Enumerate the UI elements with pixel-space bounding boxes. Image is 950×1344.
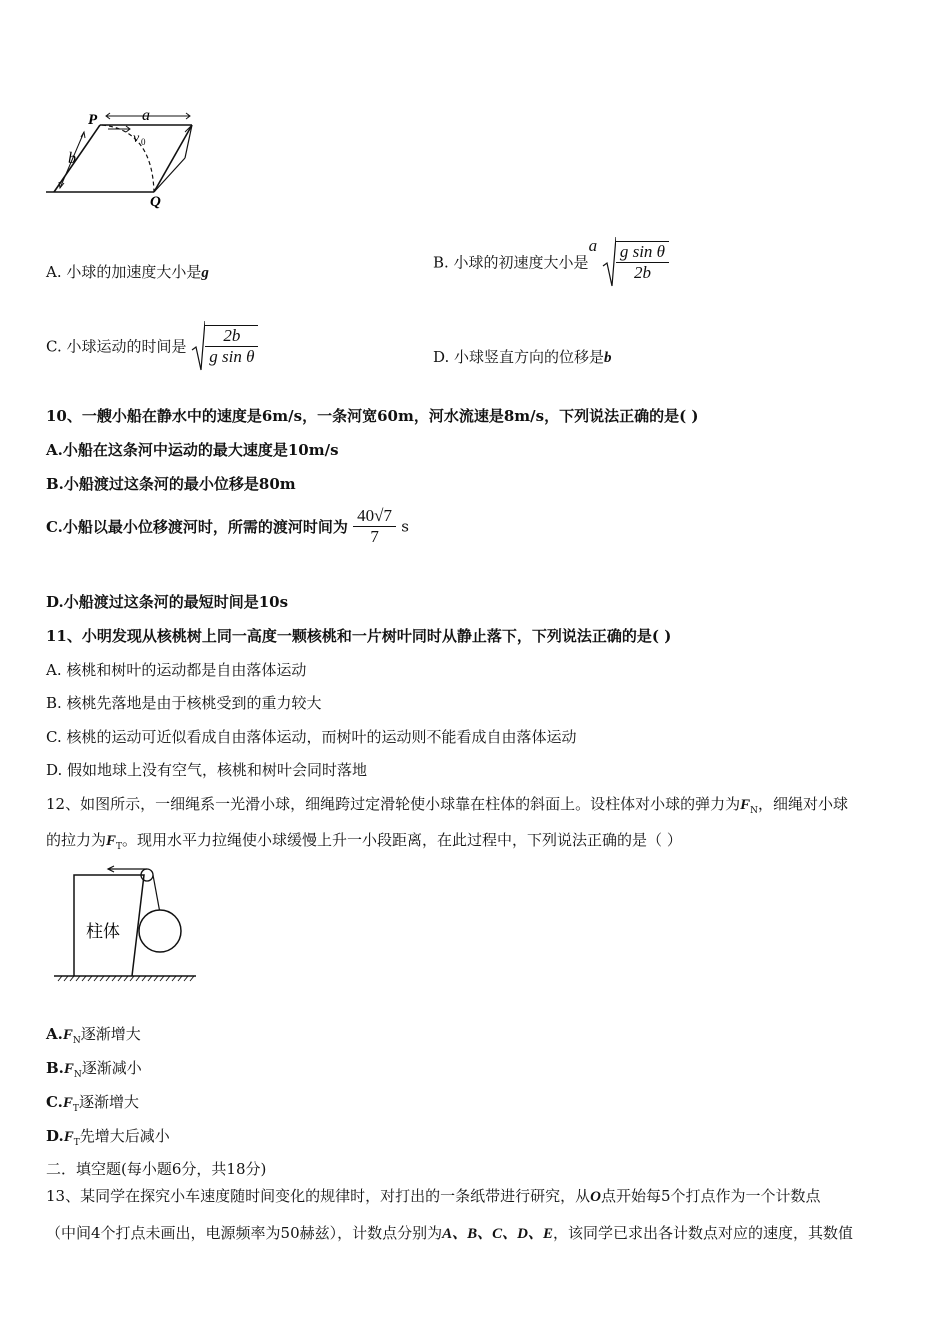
q10-option-c-den: 7 bbox=[353, 526, 396, 547]
q9-option-a-text: A. 小球的加速度大小是 bbox=[46, 263, 202, 281]
q12-option-a bbox=[46, 1023, 141, 1046]
q12-stem-line1 bbox=[46, 793, 848, 816]
label-v: v bbox=[133, 131, 140, 146]
q12-option-c bbox=[46, 1091, 139, 1114]
q12-option-b-fn: F bbox=[63, 1061, 74, 1077]
q12-stem1-tail: ，细绳对小球 bbox=[757, 795, 848, 813]
q12-option-d-ft: F bbox=[63, 1129, 74, 1145]
sqrt-sign-c bbox=[191, 320, 205, 372]
q12-option-a-pre: A. bbox=[46, 1025, 63, 1043]
q12-stem-fn-sub: N bbox=[750, 806, 758, 816]
q13-point-o: O bbox=[590, 1189, 601, 1205]
q9-option-c-den: g sin θ bbox=[205, 346, 258, 367]
q13-line2 bbox=[46, 1222, 853, 1243]
q9-option-b-sqrt bbox=[602, 236, 669, 288]
q11-option-c: C. 核桃的运动可近似看成自由落体运动，而树叶的运动则不能看成自由落体运动 bbox=[46, 728, 577, 746]
q10-option-d: D.小船渡过这条河的最短时间是10s bbox=[46, 593, 289, 611]
q9-option-d-text: D. 小球竖直方向的位移是 bbox=[433, 348, 605, 366]
q12-option-a-fn: F bbox=[62, 1027, 73, 1043]
q12-stem-ft: F bbox=[106, 833, 117, 849]
q9-option-c-text: C. 小球运动的时间是 bbox=[46, 337, 187, 356]
q12-option-c-ft: F bbox=[62, 1095, 73, 1111]
label-q: Q bbox=[150, 194, 161, 210]
sqrt-sign-b bbox=[602, 236, 616, 288]
q13-line1 bbox=[46, 1185, 820, 1206]
incline-diagram bbox=[40, 108, 210, 223]
q13-points: A、B、C、D、E bbox=[442, 1226, 553, 1242]
q12-option-c-pre: C. bbox=[46, 1093, 63, 1111]
q9-option-a bbox=[46, 261, 209, 282]
label-p: P bbox=[88, 112, 98, 128]
q12-option-d-sub: T bbox=[73, 1138, 80, 1148]
q12-option-d-tail: 先增大后减小 bbox=[79, 1127, 170, 1145]
q12-stem2-text: 。现用水平力拉绳使小球缓慢上升一小段距离，在此过程中，下列说法正确的是（ ） bbox=[122, 831, 682, 849]
q11-option-a: A. 核桃和树叶的运动都是自由落体运动 bbox=[46, 661, 307, 679]
q9-option-c bbox=[46, 320, 258, 372]
q12-option-b-sub: N bbox=[73, 1070, 82, 1080]
q13-line1-pre: 13、某同学在探究小车速度随时间变化的规律时，对打出的一条纸带进行研究，从 bbox=[46, 1187, 591, 1205]
q13-line2-pre: （中间4个打点未画出，电源频率为50赫兹），计数点分别为 bbox=[46, 1224, 443, 1242]
q11-option-d: D. 假如地球上没有空气，核桃和树叶会同时落地 bbox=[46, 761, 368, 779]
q12-stem-ft-sub: T bbox=[116, 842, 123, 852]
section-heading: 二．填空题(每小题6分，共18分) bbox=[46, 1160, 267, 1178]
q10-option-c-text: C.小船以最小位移渡河时，所需的渡河时间为 bbox=[46, 518, 348, 536]
q12-stem-fn: F bbox=[740, 797, 751, 813]
q12-option-a-sub: N bbox=[72, 1036, 81, 1046]
label-a: a bbox=[142, 108, 150, 124]
q9-option-a-var: g bbox=[201, 265, 209, 281]
q9-option-d-var: b bbox=[604, 350, 612, 366]
q10-option-b: B.小船渡过这条河的最小位移是80m bbox=[46, 475, 296, 493]
q10-option-c bbox=[46, 506, 409, 547]
pillar-label: 柱体 bbox=[86, 922, 120, 942]
q12-option-b bbox=[46, 1057, 142, 1080]
q13-line1-post: 点开始每5个打点作为一个计数点 bbox=[600, 1187, 821, 1205]
q12-stem-line2 bbox=[46, 829, 682, 852]
q9-option-b-den: 2b bbox=[616, 262, 669, 283]
q9-option-b-num: g sin θ bbox=[619, 242, 666, 261]
q11-option-b: B. 核桃先落地是由于核桃受到的重力较大 bbox=[46, 694, 322, 712]
q9-option-c-sqrt bbox=[191, 320, 258, 372]
q9-option-c-num: 2b bbox=[223, 326, 241, 345]
q12-option-c-sub: T bbox=[72, 1104, 79, 1114]
q10-option-c-unit: s bbox=[401, 517, 409, 536]
q10-option-a: A.小船在这条河中运动的最大速度是10m/s bbox=[46, 441, 339, 459]
q13-line2-post: ，该同学已求出各计数点对应的速度，其数值 bbox=[553, 1224, 854, 1242]
pillar-diagram bbox=[50, 863, 200, 988]
label-v-sub: 0 bbox=[141, 137, 146, 147]
q12-option-d bbox=[46, 1125, 170, 1148]
q12-stem1-text: 12、如图所示，一细绳系一光滑小球，细绳跨过定滑轮使小球靠在柱体的斜面上。设柱体对小球的弹力为 bbox=[46, 795, 741, 813]
label-b: b bbox=[68, 150, 76, 167]
q9-option-b-prefix: a bbox=[588, 236, 598, 255]
q12-option-a-tail: 逐渐增大 bbox=[80, 1025, 141, 1043]
q9-option-b-text: B. 小球的初速度大小是 bbox=[433, 253, 589, 272]
pillar-figure bbox=[50, 863, 200, 988]
q10-stem: 10、一艘小船在静水中的速度是6m/s，一条河宽60m，河水流速是8m/s，下列说法正确的是( ) bbox=[46, 407, 699, 425]
q12-option-b-pre: B. bbox=[46, 1059, 64, 1077]
q9-option-d bbox=[433, 346, 612, 367]
q12-option-b-tail: 逐渐减小 bbox=[81, 1059, 142, 1077]
q11-stem-text: 11、小明发现从核桃树上同一高度一颗核桃和一片树叶同时从静止落下，下列说法正确的是( ) bbox=[46, 627, 672, 645]
q12-option-c-tail: 逐渐增大 bbox=[78, 1093, 139, 1111]
q12-stem2-pre: 的拉力为 bbox=[46, 831, 107, 849]
q10-option-c-fraction bbox=[353, 506, 396, 547]
q10-option-c-num: 40√7 bbox=[357, 506, 392, 525]
q11-stem bbox=[46, 625, 671, 646]
incline-figure bbox=[40, 108, 210, 223]
q9-option-b bbox=[433, 236, 669, 288]
q12-option-d-pre: D. bbox=[46, 1127, 64, 1145]
